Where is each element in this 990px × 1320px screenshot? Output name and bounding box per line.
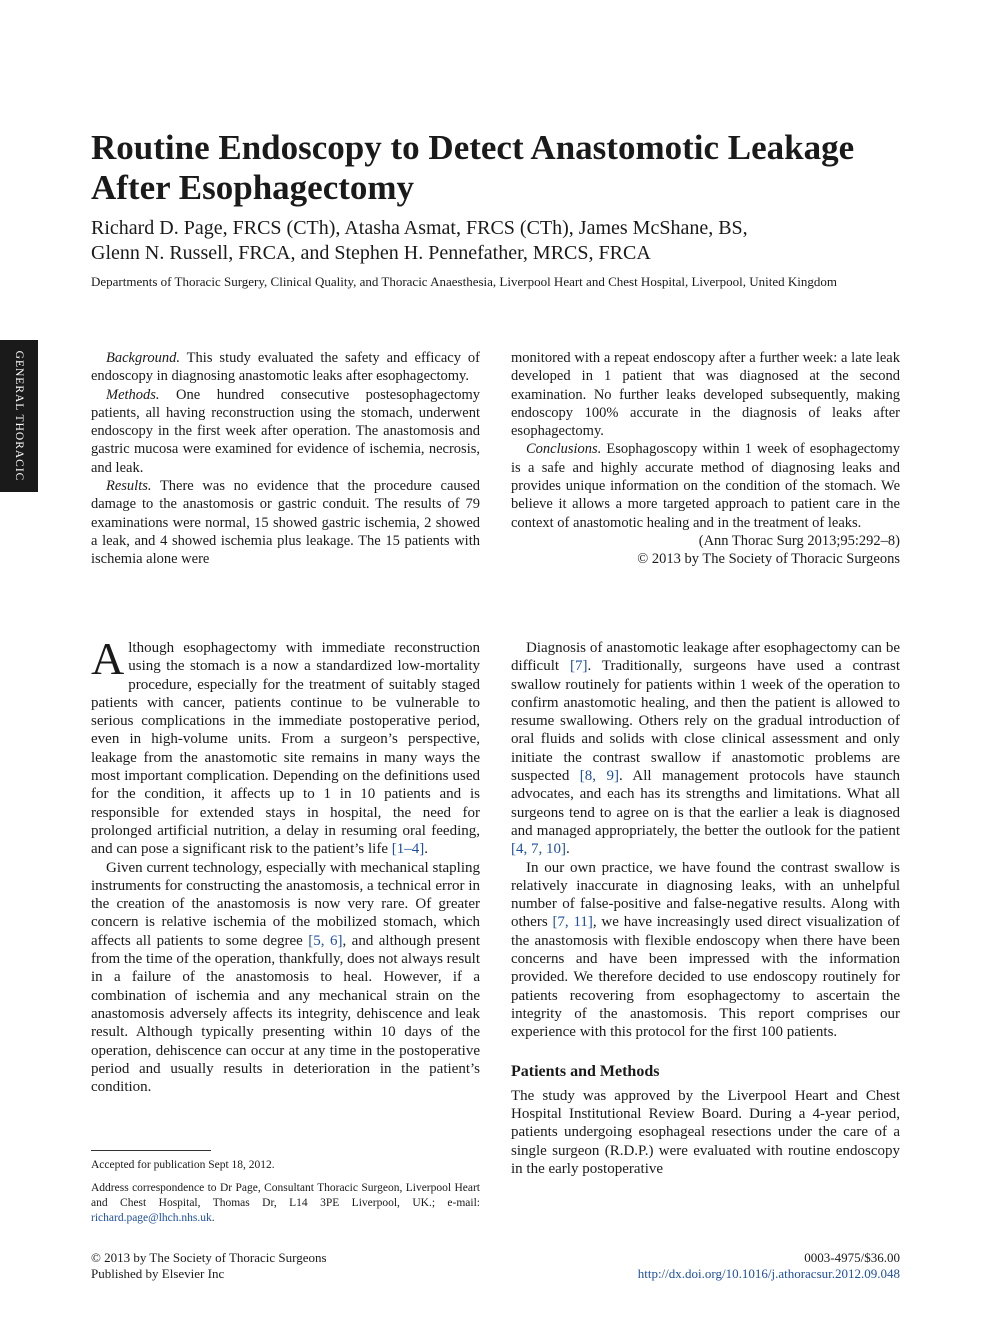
intro-p3-text-b: . Traditionally, surgeons have used a contrast swallow routinely for patients within 1 week of the operation to confirm anastomotic healing, and then the patient is allowed to resume swallowing. Others rely on the gradual introduction of oral fluids and solids with close clinical assessment and only initiate the contrast swallow if anastomotic problems are suspected [511, 658, 901, 785]
intro-p1-end: . [424, 841, 428, 858]
footer-copyright: © 2013 by The Society of Thoracic Surgeons [91, 1250, 327, 1265]
citation-link[interactable]: [5, 6] [308, 932, 343, 949]
intro-p3-text-a: Diagnosis of anastomotic leakage after esophagectomy can be difficult [511, 640, 900, 675]
issn-price: 0003-4975/$36.00 [804, 1250, 900, 1265]
section-heading: Patients and Methods [511, 1062, 660, 1080]
address-text: Address correspondence to Dr Page, Consultant Thoracic Surgeon, Liverpool Heart and Chest Hospital, Thomas Dr, L14 3PE Liverpool, UK.; e-mail: [91, 1182, 480, 1209]
body-left-column [91, 633, 480, 1096]
conclusions-text: Esophagoscopy within 1 week of esophagectomy is a safe and highly accurate method of diagnosing leaks and provides unique information on the condition of the stomach. We believe it allows a more targeted approach to patient care in the context of anastomotic healing and in the treatment of leaks. [511, 441, 900, 531]
citation: (Ann Thorac Surg 2013;95:292–8) [698, 532, 900, 549]
abstract-copyright: © 2013 by The Society of Thoracic Surgeons [637, 551, 900, 568]
footnote-rule [91, 1150, 211, 1151]
intro-paragraph-2 [91, 859, 480, 1097]
section-side-tab [0, 340, 38, 492]
email-link[interactable]: richard.page@lhch.nhs.uk [91, 1212, 212, 1224]
intro-p1-text: lthough esophagectomy with immediate reconstruction using the stomach is a now a standardized low-mortality procedure, especially for the treatment of suitably staged patients with cancer, patients continue to be vulnerable to serious complications in the immediate postoperative period, even in high-volume units. From a surgeon’s perspective, leakage from the anastomotic site remains in many ways the most important complication. Depending on the definitions used for the condition, it affects up to 1 in 10 patients and is responsible for extended stays in hospital, the need for prolonged artificial nutrition, a delay in resuming oral feeding, and can pose a significant risk to the patient’s life [91, 640, 480, 858]
affiliation: Departments of Thoracic Surgery, Clinical Quality, and Thoracic Anaesthesia, Liverpool Heart and Chest Hospital, Liverpool, United Kingdom [91, 274, 837, 289]
authors-line-2: Glenn N. Russell, FRCA, and Stephen H. Pennefather, MRCS, FRCA [91, 242, 651, 264]
citation-link[interactable]: [8, 9] [579, 768, 619, 785]
intro-p4-text-b: , we have increasingly used direct visualization of the anastomosis with flexible endoscopy when there have been concerns and have been impressed with the information provided. We therefore decided to use endoscopy routinely for patients recovering from esophagectomy to ascertain the integrity of the anastomosis. This report comprises our experience with this protocol for the first 100 patients. [511, 914, 900, 1041]
background-label: Background. [106, 350, 180, 366]
authors-line-1: Richard D. Page, FRCS (CTh), Atasha Asmat, FRCS (CTh), James McShane, BS, [91, 217, 748, 239]
abstract-conclusions [511, 440, 900, 531]
conclusions-label: Conclusions. [526, 441, 602, 458]
accepted-date: Accepted for publication Sept 18, 2012. [91, 1159, 275, 1171]
intro-p4-text-a: In our own practice, we have found the contrast swallow is relatively inaccurate in diagnosing leaks, with an unhelpful number of false-positive and false-negative results. Along with others [511, 859, 900, 931]
body-right-column [511, 639, 900, 1178]
footer-publisher: Published by Elsevier Inc [91, 1266, 225, 1281]
doi-link[interactable]: http://dx.doi.org/10.1016/j.athoracsur.2012.09.048 [637, 1266, 900, 1281]
article-title: Routine Endoscopy to Detect Anastomotic Leakage After Esophagectomy [91, 128, 855, 207]
author-list [91, 216, 911, 266]
abstract-results-continued: monitored with a repeat endoscopy after a further week: a late leak developed in 1 patient that was diagnosed at the second examination. No further leaks developed subsequently, making endoscopy 100% accurate in the diagnosis of leaks after esophagectomy. [511, 350, 900, 440]
abstract-right-column [511, 349, 900, 569]
results-label: Results. [106, 478, 152, 495]
methods-label: Methods. [106, 386, 160, 403]
abstract-methods [91, 386, 480, 477]
correspondence-address [91, 1181, 480, 1226]
background-text: This study evaluated the safety and efficacy of endoscopy in diagnosing anastomotic leaks after esophagectomy. [91, 350, 480, 385]
methods-text: One hundred consecutive postesophagectomy patients, all having reconstruction using the stomach, underwent endoscopy in the first week after operation. The anastomosis and gastric mucosa were examined for evidence of ischemia, necrosis, and leak. [91, 386, 480, 476]
intro-p2-text-a: Given current technology, especially with mechanical stapling instruments for constructing the anastomosis, a technical error in the creation of the anastomosis is now very rare. Of greater concern is relative ischemia of the mobilized stomach, which affects all patients to some degree [91, 859, 480, 949]
drop-cap: A [91, 633, 125, 684]
address-end: . [211, 1212, 215, 1224]
footer-left [91, 1250, 327, 1282]
citation-link[interactable]: [7, 11] [552, 914, 593, 931]
intro-paragraph-4 [511, 859, 900, 1042]
footer-right [638, 1250, 900, 1282]
intro-p3-text-d: . [566, 841, 570, 858]
citation-link[interactable]: [7] [569, 658, 588, 675]
intro-paragraph-1 [91, 633, 480, 859]
section-side-tab-label: GENERAL THORACIC [13, 350, 25, 482]
abstract-results [91, 477, 480, 568]
footnotes [91, 1158, 480, 1234]
intro-paragraph-3 [511, 639, 900, 859]
intro-p3-text-c: . All management protocols have staunch advocates, and each has its strengths and limitations. What all surgeons tend to agree on is that the earlier a leak is diagnosed and managed appropriately, the better the outlook for the patient [511, 768, 900, 839]
abstract-left-column [91, 349, 480, 569]
abstract-background [91, 349, 480, 386]
citation-link[interactable]: [1–4] [391, 841, 425, 858]
results-text: There was no evidence that the procedure caused damage to the anastomosis or gastric conduit. The results of 79 examinations were normal, 15 showed gastric ischemia, 2 showed a leak, and 4 showed ischemia plus leakage. The 15 patients with ischemia alone were [91, 478, 480, 568]
citation-link[interactable]: [4, 7, 10] [511, 841, 566, 858]
intro-p2-text-b: , and although present from the time of the operation, thankfully, does not always result in a failure of the anastomosis to heal. However, if a combination of ischemia and any mechanical strain on the anastomosis adversely affects its integrity, dehiscence and leak result. Although typically presenting within 10 days of the operation, dehiscence can occur at any time in the postoperative period and usually results in deterioration in the patient’s condition. [91, 932, 480, 1096]
methods-paragraph-1: The study was approved by the Liverpool Heart and Chest Hospital Institutional Review Board. During a 4-year period, patients undergoing esophageal resections under the care of a single surgeon (R.D.P.) were evaluated with routine endoscopy in the early postoperative [511, 1087, 900, 1178]
